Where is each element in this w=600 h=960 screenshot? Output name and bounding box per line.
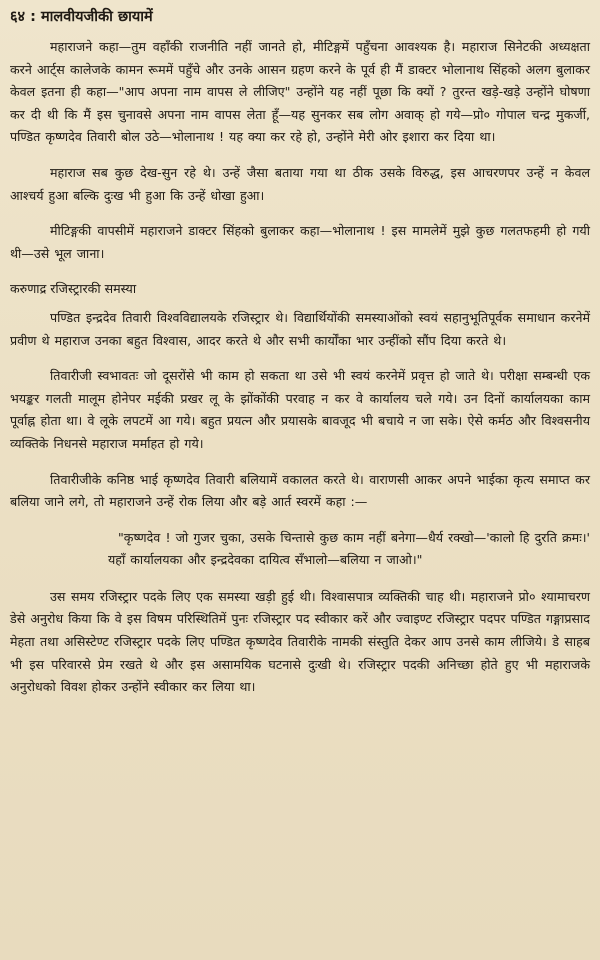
paragraph-5: तिवारीजी स्वभावतः जो दूसरोंसे भी काम हो सकता था उसे भी स्वयं करनेमें प्रवृत्त हो जाते थे। परीक्षा सम्बन्धी एक भयङ्कर गलती मालूम होनेपर मईकी प्रखर लू के झोंकोंकी परवाह न कर वे कार्यालय चले गये। उन दिनों कार्यालयका काम पूर्वाह्न होता था। वे लूके लपटमें आ गये। बहुत प्रयत्न और प्रयासके बावजूद भी बचाये न जा सके। ऐसे कर्मठ और विश्वसनीय व्यक्तिके निधनसे महाराज मर्माहत हो गये। xyxy=(10,368,590,451)
running-title: : मालवीयजीकी छायामें xyxy=(30,9,153,25)
paragraph-7: उस समय रजिस्ट्रार पदके लिए एक समस्या खड़ी हुई थी। विश्वासपात्र व्यक्तिकी चाह थी। महाराजने प्रो० श्यामाचरण डेसे अनुरोध किया कि वे इस विषम परिस्थितिमें पुनः रजिस्ट्रार पद स्वीकार करें और ज्वाइण्ट रजिस्ट्रार पदपर पण्डित गङ्गाप्रसाद मेहता तथा असिस्टेण्ट रजिस्ट्रार पदके लिए पण्डित कृष्णदेव तिवारीके नामकी संस्तुति देकर आप उनसे काम लीजिये। डे साहब भी इस परिवारसे प्रेम रखते थे और इस असामयिक घटनासे दुःखी थे। रजिस्ट्रार पदकी अनिच्छा होते हुए भी महाराजके अनुरोधको विवश होकर उन्होंने स्वीकार कर लिया था। xyxy=(10,588,590,695)
section-heading: करुणाद्र रजिस्ट्रारकी समस्या xyxy=(10,281,137,297)
quotation-text: "कृष्णदेव ! जो गुजर चुका, उसके चिन्तासे कुछ काम नहीं बनेगा—धैर्य रक्खो—'कालो हि दुरति क्रमः।' यहाँ कार्यालयका और इन्द्रदेवका दायित्व सँभालो—बलिया न जाओ।" xyxy=(108,529,590,568)
paragraph-1: महाराजने कहा—तुम वहाँकी राजनीति नहीं जानते हो, मीटिङ्गमें पहुँचना आवश्यक है। महाराज सिनेटकी अध्यक्षता करने आर्ट्स कालेजके कामन रूममें पहुँचे और उनके आसन ग्रहण करने के पूर्व ही मैं डाक्टर भोलानाथ सिंहको अलग बुलाकर केवल इतना ही कहा—"आप अपना नाम वापस ले लीजिए" उन्होंने यह नहीं पूछा कि क्यों ? तुरन्त खड़े-खड़े उन्होंने घोषणा कर दी थी कि मैं इस चुनावसे अपना नाम वापस लेता हूँ—यह सुनकर सब लोग अवाक् हो गये—प्रो० गोपाल चन्द्र मुकर्जी, पण्डित कृष्णदेव तिवारी बोल उठे—भोलानाथ ! यह क्या कर रहे हो, उन्होंने मेरी ओर इशारा कर दिया था। xyxy=(10,39,590,145)
page-number: ६४ xyxy=(10,9,26,25)
quotation-block xyxy=(10,527,590,572)
paragraph-2: महाराज सब कुछ देख-सुन रहे थे। उन्हें जैसा बताया गया था ठीक उसके विरुद्ध, इस आचरणपर उन्हें न केवल आश्चर्य हुआ बल्कि दुःख भी हुआ कि उन्हें धोखा हुआ। xyxy=(10,164,590,203)
paragraph-4: पण्डित इन्द्रदेव तिवारी विश्वविद्यालयके रजिस्ट्रार थे। विद्यार्थियोंकी समस्याओंको स्वयं सहानुभूतिपूर्वक समाधान करनेमें प्रवीण थे महाराज उनका बहुत विश्वास, आदर करते थे और सभी कार्योंका भार उन्हींको सौंप दिया करते थे। xyxy=(10,309,590,348)
page-header xyxy=(10,6,590,28)
paragraph-3: मीटिङ्गकी वापसीमें महाराजने डाक्टर सिंहको बुलाकर कहा—भोलानाथ ! इस मामलेमें मुझे कुछ गलतफहमी हो गयी थी—उसे भूल जाना। xyxy=(10,223,590,261)
paragraph-6: तिवारीजीके कनिष्ठ भाई कृष्णदेव तिवारी बलियामें वकालत करते थे। वाराणसी आकर अपने भाईका कृत्य समाप्त कर बलिया जाने लगे, तो महाराजने उन्हें रोक लिया और बड़े आर्त स्वरमें कहा :— xyxy=(10,471,590,510)
